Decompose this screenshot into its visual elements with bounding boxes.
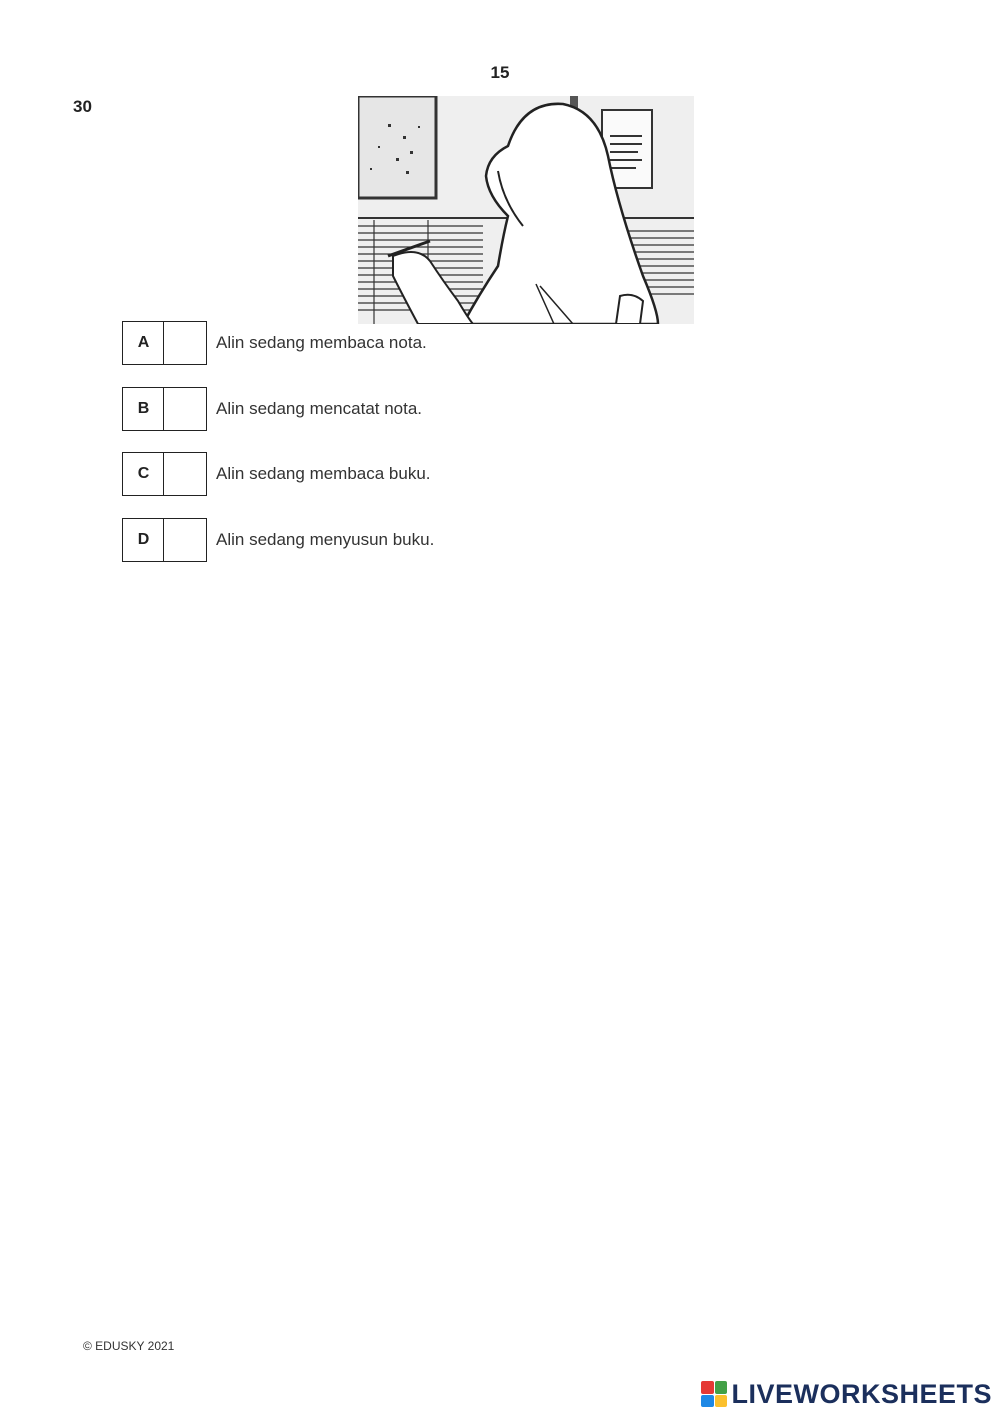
option-letter: A [122, 321, 164, 365]
question-number: 30 [73, 97, 92, 116]
option-text: Alin sedang menyusun buku. [216, 530, 435, 549]
option-b [122, 387, 722, 431]
option-d [122, 518, 722, 562]
option-letter: D [122, 518, 164, 562]
option-letter: C [122, 452, 164, 496]
answer-box-b[interactable] [163, 387, 207, 431]
answer-box-a[interactable] [163, 321, 207, 365]
option-text: Alin sedang membaca nota. [216, 333, 427, 352]
option-text: Alin sedang membaca buku. [216, 464, 431, 483]
liveworksheets-logo[interactable] [701, 1377, 992, 1411]
option-c [122, 452, 722, 496]
question-illustration [358, 96, 694, 324]
answer-box-d[interactable] [163, 518, 207, 562]
option-text: Alin sedang mencatat nota. [216, 399, 423, 418]
option-a [122, 321, 722, 365]
option-letter: B [122, 387, 164, 431]
liveworksheets-icon [701, 1381, 727, 1407]
girl-writing-icon [358, 96, 694, 324]
answer-box-c[interactable] [163, 452, 207, 496]
page-number: 15 [490, 63, 510, 82]
copyright-notice: © EDUSKY 2021 [83, 1339, 175, 1353]
brand-name: LIVEWORKSHEETS [731, 1378, 992, 1409]
